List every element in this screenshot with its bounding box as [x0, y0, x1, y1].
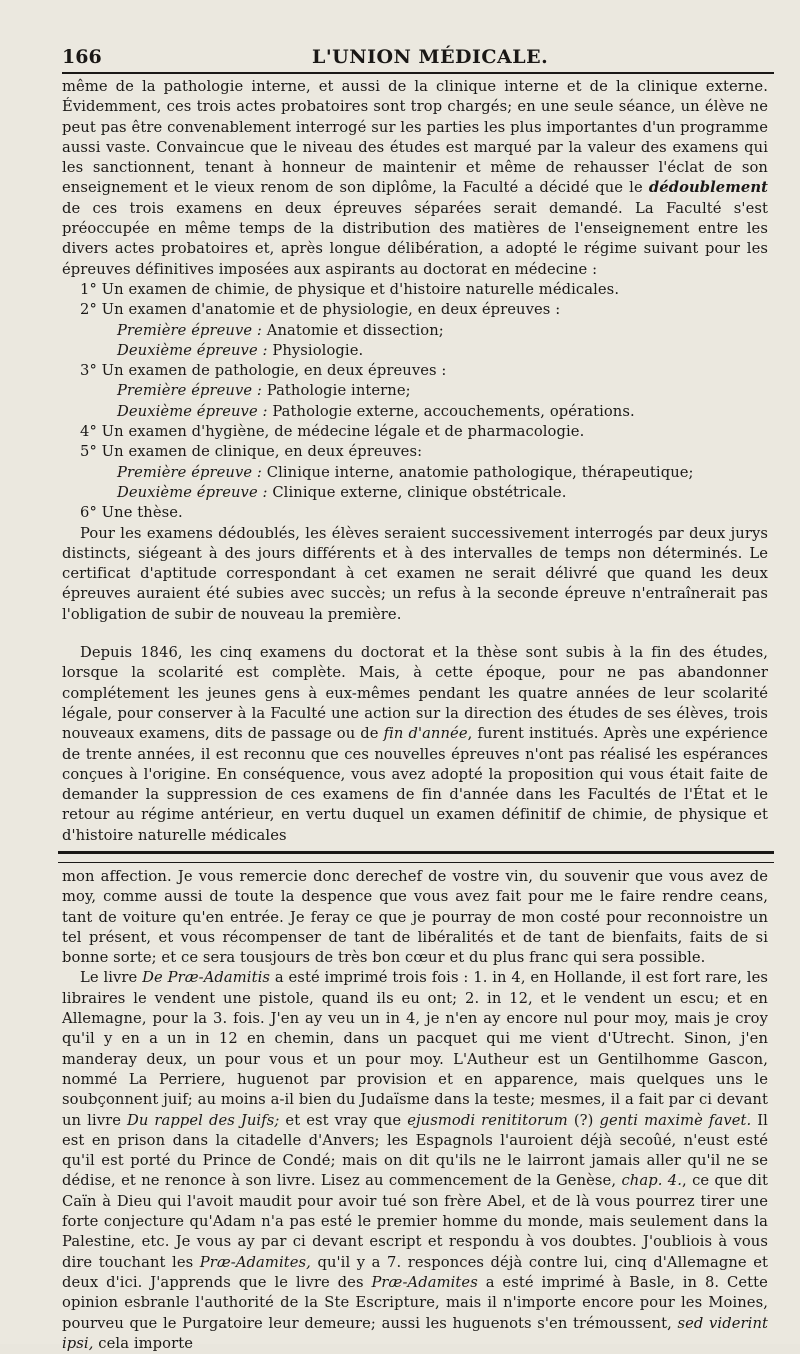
exam-5-second-test: Deuxième épreuve : Clinique externe, clinique obstétricale.: [117, 483, 567, 501]
exam-5-first-test: Première épreuve : Clinique interne, anatomie pathologique, thérapeutique;: [117, 463, 694, 481]
feuilleton-divider: [58, 851, 774, 863]
exam-item-1: 1° Un examen de chimie, de physique et d'histoire naturelle médicales.: [80, 280, 620, 298]
exam-2-second-test: Deuxième épreuve : Physiologie.: [117, 341, 364, 359]
exam-2-first-test: Première épreuve : Anatomie et dissection;: [117, 321, 444, 339]
exam-item-5: 5° Un examen de clinique, en deux épreuves:: [80, 443, 423, 461]
exam-item-6: 6° Une thèse.: [80, 504, 183, 522]
exam-item-3: 3° Un examen de pathologie, en deux épreuves :: [80, 362, 447, 380]
article-paragraph: Pour les examens dédoublés, les élèves seraient successivement interrogés par deux jurys distincts, siégeant à des jours différents et à des intervalles de temps non déterminés. Le certificat d'aptitude correspondant à cet examen ne serait délivré que quand les deux épreuves auraient été subies avec succès; un refus à la seconde épreuve n'entraînerait pas l'obligation de subir de nouveau la première.: [62, 524, 768, 623]
journal-title: L'UNION MÉDICALE.: [312, 46, 549, 68]
article-paragraph: Depuis 1846, les cinq examens du doctorat et la thèse sont subis à la fin des études, lorsque la scolarité est complète. Mais, à cette époque, pour ne pas abandonner complétement les jeunes gens à eux-mêmes pendant les quatre années de leur scolarité légale, pour conserver à la Faculté une action sur la direction des études de ses élèves, trois nouveaux examens, dits de passage ou de fin d'année, furent institués. Après une expérience de trente années, il est reconnu que ces nouvelles épreuves n'ont pas réalisé les espérances conçues à l'origine. En conséquence, vous avez adopté la proposition qui vous était faite de demander la suppression de ces examens de fin d'année dans les Facultés de l'État et le retour au régime antérieur, en vertu duquel un examen définitif de chimie, de physique et d'histoire naturelle médicales: [62, 644, 768, 844]
exam-3-second-test: Deuxième épreuve : Pathologie externe, accouchements, opérations.: [117, 402, 635, 420]
exam-3-first-test: Première épreuve : Pathologie interne;: [117, 382, 411, 400]
page-number: 166: [62, 46, 102, 68]
exam-item-2: 2° Un examen d'anatomie et de physiologie, en deux épreuves :: [80, 301, 561, 319]
feuilleton-paragraph: Le livre De Præ-Adamitis a esté imprimé trois fois : 1. in 4, en Hollande, il est fort rare, les libraires le vendent une pistole, quand ils eu ont; 2. in 12, et le vendent un escu; et en Allemagne, pour la 3. fois. J'en ay veu un in 4, je n'en ay encore nul pour moy, mais je croy qu'il y en a un in 12 en chemin, dans un pacquet qui me vient d'Utrecht. Sinon, j'en manderay deux, un pour vous et un pour moy. L'Autheur est un Gentilhomme Gascon, nommé La Perriere, huguenot par provision et en apparence, mais quelques uns le soubçonnent juif; au moins a-il bien du Judaïsme dans la teste; mesmes, il a fait par ci devant un livre Du rappel des Juifs; et est vray que ejusmodi renititorum (?) genti maximè favet. Il est en prison dans la citadelle d'Anvers; les Espagnols l'auroient déjà secoûé, n'eust esté qu'il est porté du Prince de Condé; mais on dit qu'ils ne le lairront jamais aller qu'il ne se dédise, et ne renonce à son livre. Lisez au commencement de la Genèse, chap. 4., ce que dit Caïn à Dieu qui l'avoit maudit pour avoir tué son frère Abel, et de là vous pourrez tirer une forte conjecture qu'Adam n'a pas esté le premier homme du monde, mais seulement dans la Palestine, etc. Je vous ay par ci devant escript et respondu à vos doubtes. J'oubliois à vous dire touchant les Præ-Adamites, qu'il y a 7. responces déjà contre lui, cinq d'Allemagne et deux d'ici. J'apprends que le livre des Præ-Adamites a esté imprimé à Basle, in 8. Cette opinion esbranle l'authorité de la Ste Escripture, mais il n'importe encore pour les Moines, pourveu que le Purgatoire leur demeure; aussi les huguenots s'en trémoussent, sed viderint ipsi, cela importe: [62, 969, 769, 1352]
article-body: [62, 77, 768, 846]
feuilleton-paragraph: mon affection. Je vous remercie donc derechef de vostre vin, du souvenir que vous avez de moy, comme aussi de toute la despence que vous avez fait pour me le faire rendre ceans, tant de voiture qu'en entrée. Je feray ce que je pourray de mon costé pour reconnoistre un tel présent, et vous récompenser de tant de libéralités et de tant de bienfaits, faits de si bonne sorte; et ce sera tousjours de très bon cœur et du plus franc qui sera possible.: [62, 867, 768, 967]
exam-item-4: 4° Un examen d'hygiène, de médecine légale et de pharmacologie.: [80, 423, 585, 441]
page-header: [62, 44, 774, 74]
feuilleton-body: [62, 867, 768, 1354]
article-paragraph: même de la pathologie interne, et aussi de la clinique interne et de la clinique externe. Évidemment, ces trois actes probatoires sont trop chargés; en une seule séance, un élève ne peut pas être convenablement interrogé sur les parties les plus importantes d'un programme aussi vaste. Convaincue que le niveau des études est marqué par la valeur des examens qui les sanctionnent, tenant à honneur de maintenir et même de rehausser l'éclat de son enseignement et le vieux renom de son diplôme, la Faculté a décidé que le dédoublement de ces trois examens en deux épreuves séparées serait demandé. La Faculté s'est préoccupée en même temps de la distribution des matières de l'enseignement entre les divers actes probatoires et, après longue délibération, a adopté le régime suivant pour les épreuves définitives imposées aux aspirants au doctorat en médecine :: [62, 78, 768, 278]
emphasis: dédoublement: [648, 179, 768, 197]
emphasis: fin d'année: [383, 725, 468, 743]
